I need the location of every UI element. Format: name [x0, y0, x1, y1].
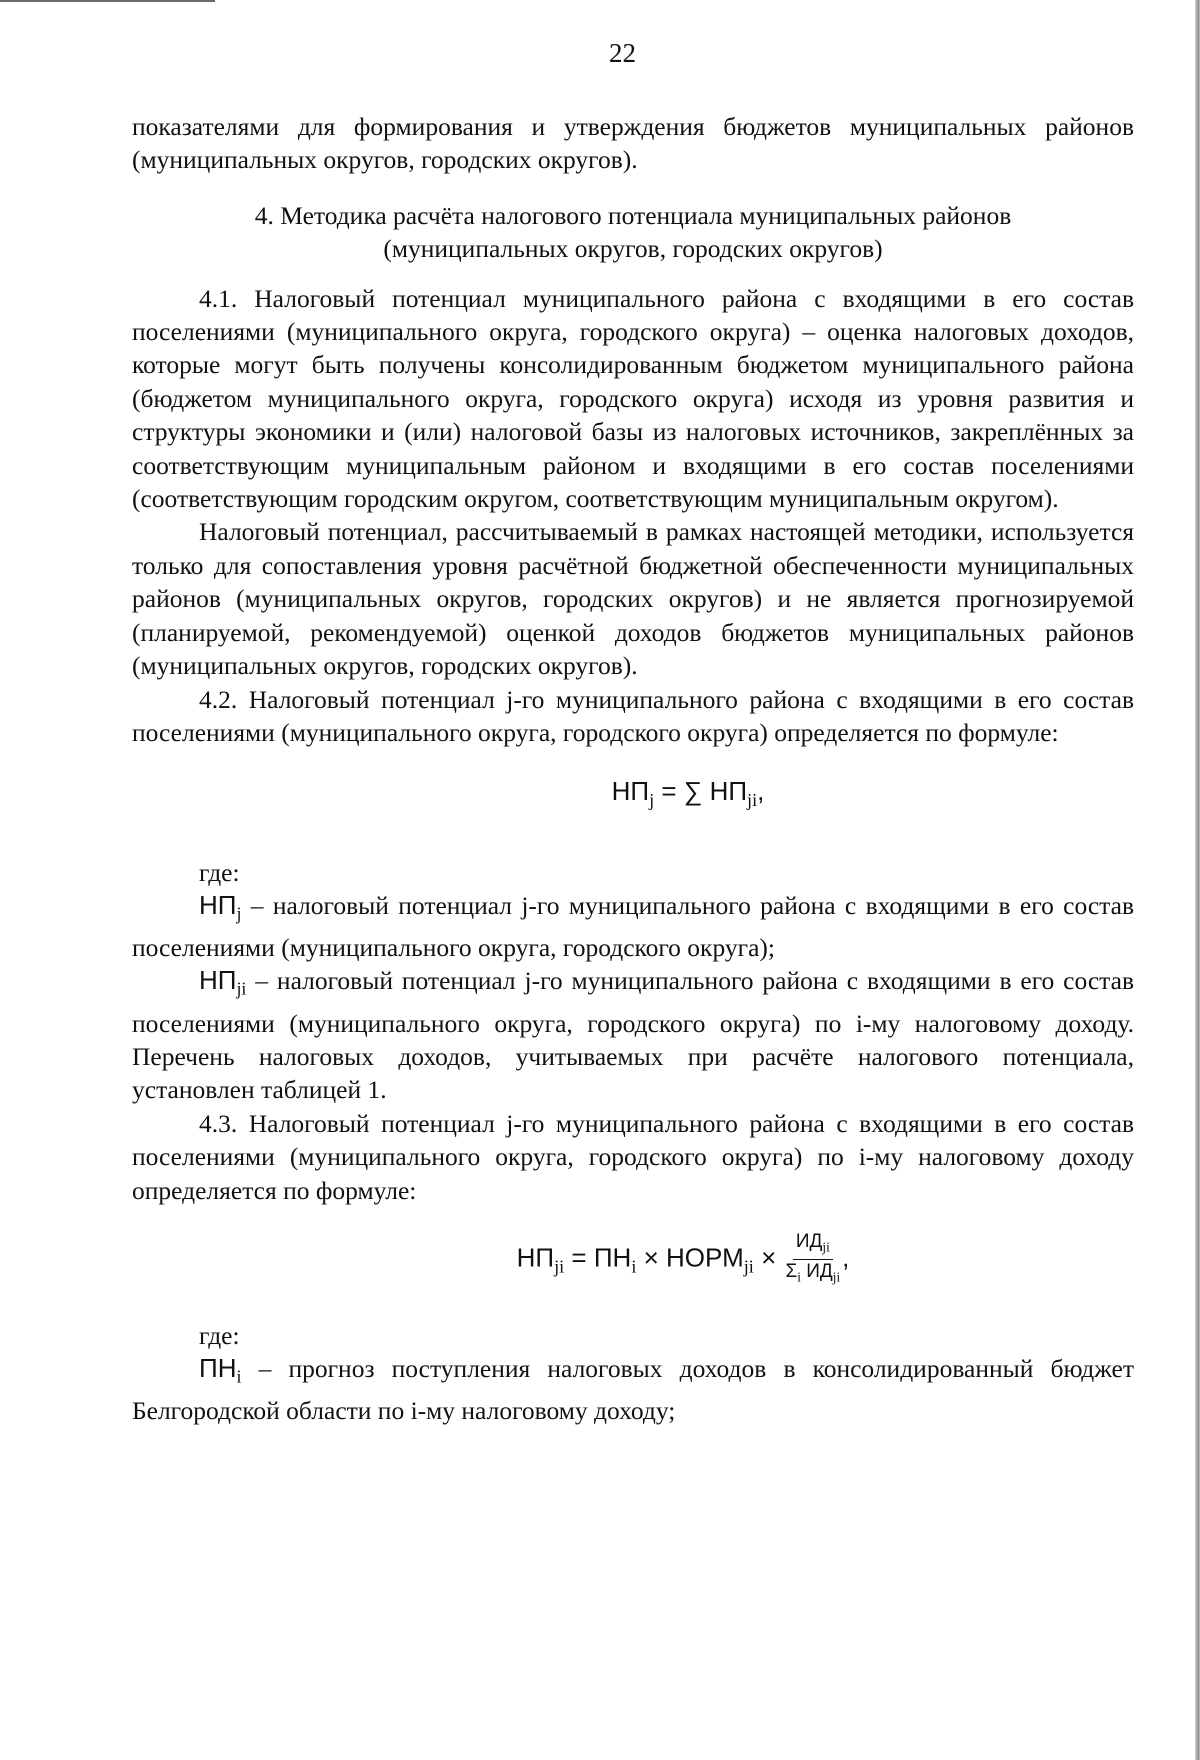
- section-heading-line1: 4. Методика расчёта налогового потенциала муниципальных районов: [254, 200, 1012, 230]
- scan-edge-right: [1195, 0, 1200, 1760]
- formula1-lhs-sub: j: [649, 790, 655, 811]
- formula1-lhs: НП: [611, 776, 650, 807]
- formula1-eq: =: [654, 776, 684, 807]
- section-heading: [132, 199, 1134, 266]
- denominator-sub: ji: [832, 1269, 841, 1285]
- def-pni-symbol: ПН: [199, 1352, 237, 1383]
- formula2-eq: =: [564, 1242, 594, 1273]
- formula1-sum: ∑: [683, 776, 703, 807]
- page-number: 22: [609, 38, 636, 68]
- def-npj-sub: j: [236, 903, 242, 924]
- where-label-1: где:: [199, 857, 240, 887]
- formula2-t1: ПН: [593, 1242, 632, 1273]
- fraction-denominator: [785, 1260, 840, 1288]
- def-npji-text: – налоговый потенциал j-го муниципального района с входящими в его состав поселениями (муниципального округа, городского округа) по i-му налоговому доходу. Перечень налоговых доходов, учитываемых при расчёте налогового потенциала, установлен таблицей 1.: [132, 966, 1134, 1105]
- formula2-lhs: НП: [516, 1242, 555, 1273]
- paragraph-4-1: 4.1. Налоговый потенциал муниципального района с входящими в его состав поселениями (муниципального округа, городского округа) – оценка налоговых доходов, которые могут быть получены консолидированным бюджетом муниципального района (бюджетом муниципального округа, городского округа) исходя из уровня развития и структуры экономики и (или) налоговой базы из налоговых источников, закреплённых за соответствующим муниципальным районом и входящими в его состав поселениями (соответствующим городским округом, соответствующим муниципальным округом).: [132, 283, 1134, 514]
- formula2-t1-sub: i: [631, 1256, 637, 1277]
- formula2-fraction: [785, 1231, 840, 1289]
- document-body: [132, 110, 1134, 1427]
- scan-edge-top: [0, 0, 215, 2]
- formula2-t2: НОРМ: [666, 1242, 744, 1273]
- where-label-2: где:: [199, 1320, 240, 1350]
- paragraph-4-2: 4.2. Налоговый потенциал j-го муниципального района с входящими в его состав поселениями (муниципального округа, городского округа) определяется по формуле:: [132, 684, 1134, 747]
- fraction-numerator: [793, 1231, 833, 1260]
- formula2-t2-sub: ji: [743, 1256, 754, 1277]
- formula1-rhs-sub: ji: [747, 790, 758, 811]
- paragraph-4-1-note: Налоговый потенциал, рассчитываемый в рамках настоящей методики, используется только для сопоставления уровня расчётной бюджетной обеспеченности муниципальных районов (муниципальных округов, городских округов) и не является прогнозируемой (планируемой, рекомендуемой) оценкой доходов бюджетов муниципальных районов (муниципальных округов, городских округов).: [132, 517, 1134, 681]
- definition-np-j: [132, 889, 1134, 965]
- section-heading-line2: (муниципальных округов, городских округов): [383, 234, 883, 264]
- definition-np-ji: [132, 964, 1134, 1106]
- numerator-text: ИД: [795, 1231, 823, 1252]
- formula2-tail: ,: [842, 1242, 850, 1273]
- def-npj-text: – налоговый потенциал j-го муниципального района с входящими в его состав поселениями (муниципального округа, городского округа);: [132, 890, 1134, 963]
- def-npj-symbol: НП: [199, 889, 237, 920]
- formula2-times-1: ×: [636, 1242, 667, 1273]
- definition-pn-i: [132, 1352, 1134, 1428]
- numerator-sub: ji: [822, 1239, 830, 1255]
- formula-np-j: [132, 775, 1134, 817]
- paragraph-4-3: 4.3. Налоговый потенциал j-го муниципального района с входящими в его состав поселениями (муниципального округа, городского округа) по i-му налоговому доходу определяется по формуле:: [132, 1108, 1134, 1205]
- formula2-times-2: ×: [753, 1242, 784, 1273]
- formula2-lhs-sub: ji: [554, 1256, 565, 1277]
- formula-np-ji: [132, 1231, 1134, 1289]
- formula1-rhs: НП: [702, 776, 748, 807]
- def-npji-sub: ji: [236, 979, 247, 1000]
- def-pni-text: – прогноз поступления налоговых доходов в консолидированный бюджет Белгородской области по i-му налоговому доходу;: [132, 1353, 1134, 1426]
- denominator-sum: Σ: [785, 1261, 798, 1283]
- formula1-tail: ,: [757, 776, 765, 807]
- denominator-sum-sub: i: [797, 1269, 801, 1285]
- denominator-text: ИД: [800, 1261, 833, 1283]
- intro-continuation: показателями для формирования и утверждения бюджетов муниципальных районов (муниципальных округов, городских округов).: [132, 112, 1134, 175]
- def-pni-sub: i: [236, 1366, 242, 1387]
- def-npji-symbol: НП: [199, 965, 237, 996]
